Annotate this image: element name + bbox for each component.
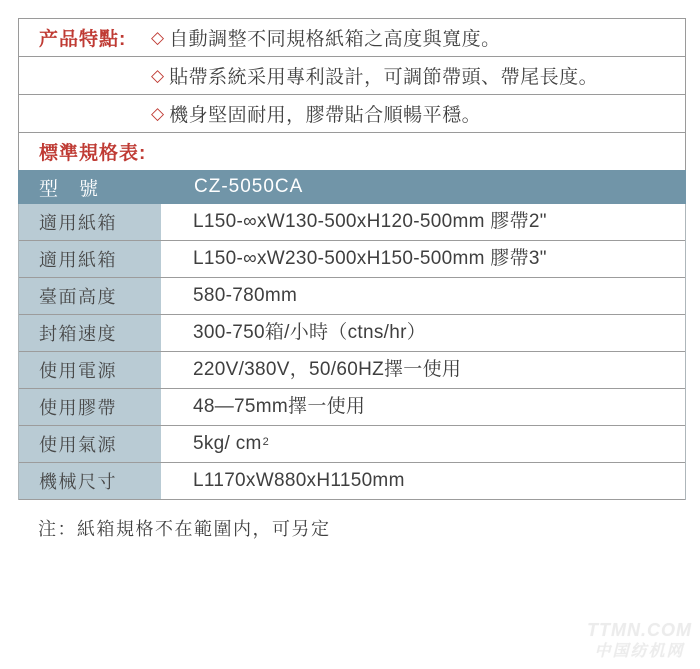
- spec-row-label: 使用膠帶: [19, 389, 161, 425]
- spec-table-heading: 標準規格表:: [39, 143, 147, 164]
- footnote: 注：紙箱規格不在範圍内，可另定: [38, 519, 331, 539]
- features-heading: 产品特點:: [39, 29, 127, 50]
- spec-row-value: [165, 241, 685, 277]
- spec-row-label: 臺面高度: [19, 278, 161, 314]
- watermark-name-text: 中国纺机网: [594, 642, 685, 660]
- spec-row-label: 機械尺寸: [19, 463, 161, 499]
- feature-item: [19, 19, 685, 56]
- feature-text: 機身堅固耐用，膠帶貼合順暢平穩。: [169, 105, 482, 126]
- table-row: [19, 426, 685, 463]
- spec-row-value: [165, 204, 685, 240]
- spec-value-text: 5kg/ cm: [193, 433, 262, 454]
- table-row: [19, 278, 685, 315]
- spec-row-label: 使用電源: [19, 352, 161, 388]
- spec-row-value: [165, 278, 685, 314]
- table-row: [19, 389, 685, 426]
- spec-row-label: 適用紙箱: [19, 241, 161, 277]
- spec-row-value: [165, 315, 685, 351]
- feature-item: [19, 94, 685, 132]
- diamond-bullet-icon: ◇: [151, 103, 165, 123]
- spec-row-value: [165, 426, 685, 462]
- spec-table-header-row: [18, 170, 686, 204]
- spec-row-label: 使用氣源: [19, 426, 161, 462]
- spec-value-text: 48—75mm擇一使用: [193, 396, 366, 417]
- spec-row-value: [165, 389, 685, 425]
- spec-row-label: 封箱速度: [19, 315, 161, 351]
- watermark-site-text: TTMN.COM: [587, 620, 692, 641]
- diamond-bullet-icon: ◇: [151, 27, 165, 47]
- feature-text: 自動調整不同規格紙箱之高度與寬度。: [169, 29, 501, 50]
- spec-table: [18, 170, 686, 500]
- table-row: [19, 204, 685, 241]
- spec-value-superscript: 2: [262, 436, 270, 448]
- table-row: [19, 241, 685, 278]
- feature-item: [19, 56, 685, 94]
- spec-row-value: [165, 463, 685, 499]
- product-spec-sheet: [18, 18, 686, 541]
- model-label: 型 號: [39, 178, 100, 200]
- watermark: [587, 620, 692, 661]
- spec-value-text: L150-∞xW130-500xH120-500mm 膠帶2": [193, 211, 547, 232]
- feature-text: 貼帶系統采用專利設計，可調節帶頭、帶尾長度。: [169, 67, 599, 88]
- spec-value-text: 300-750箱/小時（ctns/hr）: [193, 322, 427, 343]
- model-value: CZ-5050CA: [194, 176, 304, 197]
- spec-value-text: L1170xW880xH1150mm: [193, 470, 405, 491]
- spec-value-text: 220V/380V，50/60HZ擇一使用: [193, 359, 462, 380]
- spec-value-text: 580-780mm: [193, 285, 298, 306]
- table-row: [19, 463, 685, 500]
- spec-row-value: [165, 352, 685, 388]
- diamond-bullet-icon: ◇: [151, 65, 165, 85]
- table-row: [19, 352, 685, 389]
- spec-table-heading-row: [18, 133, 686, 170]
- table-row: [19, 315, 685, 352]
- features-section: [18, 18, 686, 133]
- spec-row-label: 適用紙箱: [19, 204, 161, 240]
- spec-value-text: L150-∞xW230-500xH150-500mm 膠帶3": [193, 248, 547, 269]
